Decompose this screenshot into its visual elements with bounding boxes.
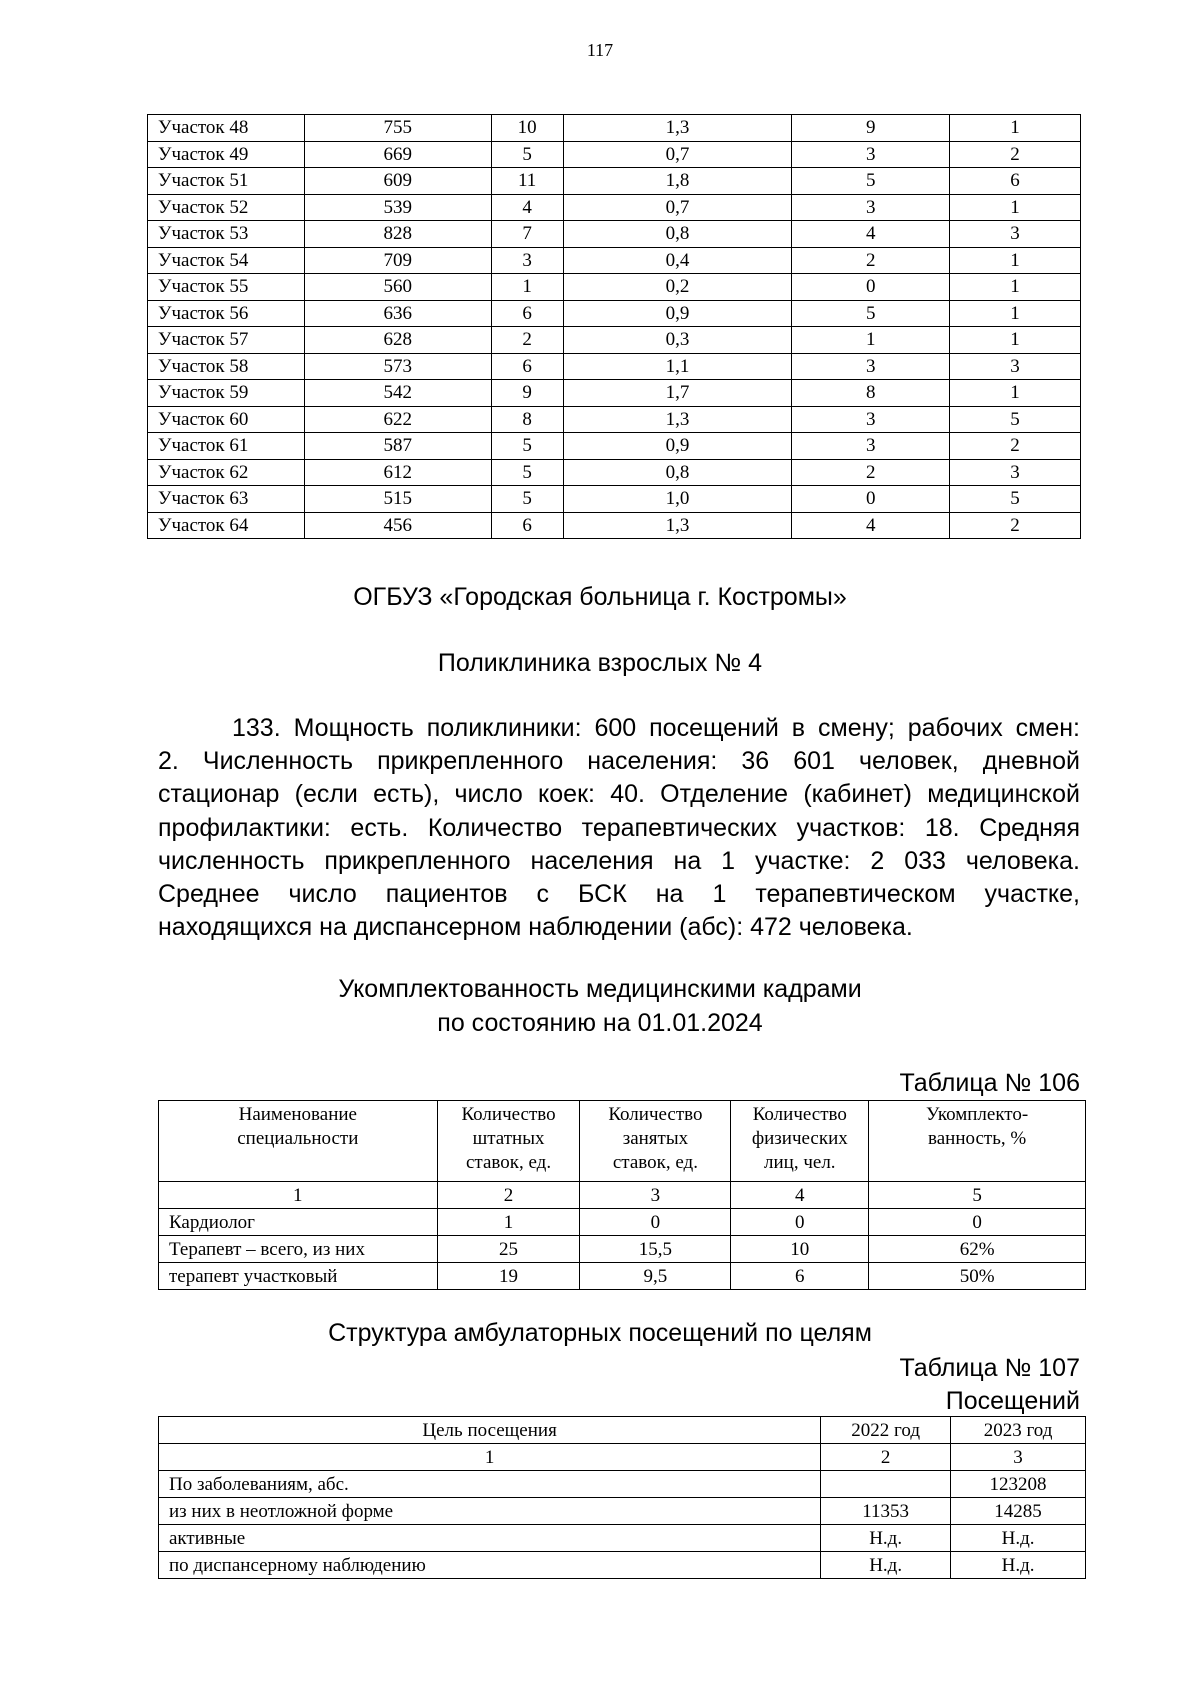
page-number: 117: [586, 40, 614, 60]
table-cell: 1,8: [563, 168, 792, 195]
table-cell: активные: [159, 1525, 821, 1552]
column-number-row: [159, 1182, 1086, 1209]
table-cell: 609: [304, 168, 491, 195]
paragraph-line: профилактики: есть. Количество терапевтических участков: 18. Средняя: [158, 813, 1080, 842]
table-cell: 0,7: [563, 194, 792, 221]
table-cell: [821, 1471, 951, 1498]
table-row: [148, 486, 1081, 513]
table-cell: Участок 56: [148, 300, 305, 327]
table-row: [159, 1209, 1086, 1236]
table-cell: 2: [950, 433, 1081, 460]
table-cell: 2: [950, 141, 1081, 168]
table-cell: 612: [304, 459, 491, 486]
table-cell: 10: [491, 115, 563, 142]
table-cell: 755: [304, 115, 491, 142]
table-cell: 0,7: [563, 141, 792, 168]
table-cell: 3: [792, 433, 950, 460]
table-cell: Н.д.: [821, 1525, 951, 1552]
visits-table: [158, 1416, 1086, 1579]
table-cell: 0,8: [563, 459, 792, 486]
column-number-cell: 2: [821, 1444, 951, 1471]
table-cell: 1,1: [563, 353, 792, 380]
table-cell: 0: [869, 1209, 1086, 1236]
paragraph-line: Среднее число пациентов с БСК на 1 терапевтическом участке,: [158, 880, 1080, 909]
table-cell: 828: [304, 221, 491, 248]
table-cell: 123208: [951, 1471, 1086, 1498]
table-row: [148, 115, 1081, 142]
table-row: [148, 221, 1081, 248]
column-number-cell: 2: [437, 1182, 580, 1209]
column-number-cell: 4: [731, 1182, 869, 1209]
table-cell: 1,3: [563, 406, 792, 433]
paragraph-line: находящихся на диспансерном наблюдении (абс): 472 человека.: [158, 913, 913, 942]
table-row: [148, 327, 1081, 354]
table-cell: 622: [304, 406, 491, 433]
table-header-row: [159, 1101, 1086, 1182]
table-cell: 628: [304, 327, 491, 354]
table-cell: 456: [304, 512, 491, 539]
table-cell: 5: [491, 459, 563, 486]
districts-table: [147, 114, 1081, 539]
paragraph-line: 2. Численность прикрепленного населения: 36 601 человек, дневной: [158, 747, 1080, 776]
table-cell: Участок 61: [148, 433, 305, 460]
table-cell: 11: [491, 168, 563, 195]
table-cell: 4: [792, 221, 950, 248]
table-cell: 3: [491, 247, 563, 274]
table-cell: 9: [491, 380, 563, 407]
table-cell: 10: [731, 1236, 869, 1263]
clinic-title: Поликлиника взрослых № 4: [437, 649, 763, 677]
table-cell: Кардиолог: [159, 1209, 438, 1236]
table-row: [159, 1498, 1086, 1525]
table-cell: 1: [792, 327, 950, 354]
table-row: [148, 300, 1081, 327]
table-cell: 6: [731, 1263, 869, 1290]
table-cell: 3: [950, 221, 1081, 248]
table-row: [148, 512, 1081, 539]
table-row: [148, 406, 1081, 433]
column-number-cell: 1: [159, 1182, 438, 1209]
table-cell: Участок 52: [148, 194, 305, 221]
table-cell: 0: [580, 1209, 731, 1236]
table-row: [148, 168, 1081, 195]
table-cell: 539: [304, 194, 491, 221]
table-cell: 1: [950, 300, 1081, 327]
table-row: [159, 1236, 1086, 1263]
table-cell: Н.д.: [951, 1552, 1086, 1579]
table-cell: 3: [950, 459, 1081, 486]
table-cell: 2: [792, 459, 950, 486]
table-cell: Участок 48: [148, 115, 305, 142]
table-cell: из них в неотложной форме: [159, 1498, 821, 1525]
table-row: [159, 1525, 1086, 1552]
table-row: [148, 194, 1081, 221]
table-cell: 573: [304, 353, 491, 380]
table-cell: 50%: [869, 1263, 1086, 1290]
table-cell: 2: [792, 247, 950, 274]
table-cell: 2: [950, 512, 1081, 539]
table-cell: 5: [950, 486, 1081, 513]
table-cell: 5: [491, 141, 563, 168]
table-cell: 6: [491, 353, 563, 380]
table-cell: 0,2: [563, 274, 792, 301]
table-cell: Н.д.: [821, 1552, 951, 1579]
table-cell: Н.д.: [951, 1525, 1086, 1552]
table-cell: 19: [437, 1263, 580, 1290]
table-cell: 1: [491, 274, 563, 301]
table-cell: 3: [792, 141, 950, 168]
visits-table-caption: Таблица № 107: [899, 1354, 1080, 1382]
table-cell: 1,3: [563, 115, 792, 142]
table-cell: 5: [792, 300, 950, 327]
table-cell: По заболеваниям, абс.: [159, 1471, 821, 1498]
table-cell: 7: [491, 221, 563, 248]
table-cell: терапевт участковый: [159, 1263, 438, 1290]
table-cell: Участок 59: [148, 380, 305, 407]
table-cell: 8: [491, 406, 563, 433]
table-cell: 542: [304, 380, 491, 407]
staffing-title: [0, 972, 1200, 1040]
table-cell: 5: [792, 168, 950, 195]
table-header-cell: 2023 год: [951, 1417, 1086, 1444]
column-number-cell: 5: [869, 1182, 1086, 1209]
table-header-cell: Количество занятых ставок, ед.: [580, 1101, 731, 1182]
table-cell: 8: [792, 380, 950, 407]
table-cell: 1: [950, 274, 1081, 301]
staffing-table: [158, 1100, 1086, 1290]
table-header-cell: Цель посещения: [159, 1417, 821, 1444]
staffing-table-caption: Таблица № 106: [899, 1069, 1080, 1097]
table-cell: Участок 51: [148, 168, 305, 195]
paragraph-line: стационар (если есть), число коек: 40. Отделение (кабинет) медицинской: [158, 780, 1080, 809]
table-cell: 6: [491, 512, 563, 539]
visits-structure-title: Структура амбулаторных посещений по целям: [328, 1319, 872, 1347]
table-cell: 1: [950, 327, 1081, 354]
clinic-description: [158, 712, 1080, 944]
table-cell: 1,7: [563, 380, 792, 407]
table-cell: 515: [304, 486, 491, 513]
table-cell: 3: [950, 353, 1081, 380]
table-cell: 0,3: [563, 327, 792, 354]
table-cell: 0,4: [563, 247, 792, 274]
table-cell: 14285: [951, 1498, 1086, 1525]
table-cell: 669: [304, 141, 491, 168]
table-cell: 0,9: [563, 300, 792, 327]
table-row: [148, 380, 1081, 407]
table-cell: Участок 64: [148, 512, 305, 539]
table-cell: 4: [792, 512, 950, 539]
table-cell: 5: [491, 486, 563, 513]
table-cell: 62%: [869, 1236, 1086, 1263]
table-cell: 1,3: [563, 512, 792, 539]
table-row: [148, 247, 1081, 274]
table-cell: 0,9: [563, 433, 792, 460]
table-cell: Участок 49: [148, 141, 305, 168]
table-header-cell: Укомплекто- ванность, %: [869, 1101, 1086, 1182]
table-header-cell: Количество физических лиц, чел.: [731, 1101, 869, 1182]
table-cell: 0: [792, 486, 950, 513]
table-cell: 709: [304, 247, 491, 274]
table-cell: 636: [304, 300, 491, 327]
table-cell: Терапевт – всего, из них: [159, 1236, 438, 1263]
paragraph-line: 133. Мощность поликлиники: 600 посещений в смену; рабочих смен:: [232, 714, 1080, 742]
table-cell: 560: [304, 274, 491, 301]
table-cell: 3: [792, 353, 950, 380]
table-cell: Участок 53: [148, 221, 305, 248]
table-cell: 2: [491, 327, 563, 354]
table-cell: 0,8: [563, 221, 792, 248]
paragraph-line: численность прикрепленного населения на 1 участке: 2 033 человека.: [158, 846, 1080, 875]
table-cell: 1,0: [563, 486, 792, 513]
table-cell: Участок 63: [148, 486, 305, 513]
table-cell: 9: [792, 115, 950, 142]
column-number-cell: 3: [580, 1182, 731, 1209]
column-number-cell: 1: [159, 1444, 821, 1471]
column-number-row: [159, 1444, 1086, 1471]
table-cell: Участок 62: [148, 459, 305, 486]
staffing-title-line: Укомплектованность медицинскими кадрами: [338, 975, 862, 1003]
table-row: [148, 274, 1081, 301]
table-cell: 9,5: [580, 1263, 731, 1290]
table-cell: 5: [491, 433, 563, 460]
table-row: [148, 459, 1081, 486]
table-cell: 0: [792, 274, 950, 301]
table-cell: 1: [950, 247, 1081, 274]
table-row: [159, 1552, 1086, 1579]
table-cell: Участок 57: [148, 327, 305, 354]
table-cell: 587: [304, 433, 491, 460]
table-cell: 1: [950, 115, 1081, 142]
table-row: [159, 1471, 1086, 1498]
table-cell: по диспансерному наблюдению: [159, 1552, 821, 1579]
table-cell: 3: [792, 406, 950, 433]
table-cell: 0: [731, 1209, 869, 1236]
table-cell: Участок 55: [148, 274, 305, 301]
table-cell: 15,5: [580, 1236, 731, 1263]
table-row: [159, 1263, 1086, 1290]
table-header-cell: Наименование специальности: [159, 1101, 438, 1182]
table-row: [148, 141, 1081, 168]
organization-title: ОГБУЗ «Городская больница г. Костромы»: [353, 583, 847, 611]
table-header-cell: Количество штатных ставок, ед.: [437, 1101, 580, 1182]
table-cell: 6: [950, 168, 1081, 195]
table-cell: 4: [491, 194, 563, 221]
staffing-title-line: по состоянию на 01.01.2024: [437, 1009, 763, 1037]
table-header-cell: 2022 год: [821, 1417, 951, 1444]
table-cell: Участок 60: [148, 406, 305, 433]
table-cell: 3: [792, 194, 950, 221]
table-cell: 1: [437, 1209, 580, 1236]
table-cell: 1: [950, 380, 1081, 407]
table-cell: Участок 58: [148, 353, 305, 380]
table-cell: 11353: [821, 1498, 951, 1525]
table-cell: Участок 54: [148, 247, 305, 274]
visits-table-unit: Посещений: [945, 1387, 1080, 1415]
table-cell: 1: [950, 194, 1081, 221]
table-row: [148, 433, 1081, 460]
table-row: [148, 353, 1081, 380]
table-cell: 6: [491, 300, 563, 327]
table-cell: 25: [437, 1236, 580, 1263]
table-header-row: [159, 1417, 1086, 1444]
column-number-cell: 3: [951, 1444, 1086, 1471]
table-cell: 5: [950, 406, 1081, 433]
